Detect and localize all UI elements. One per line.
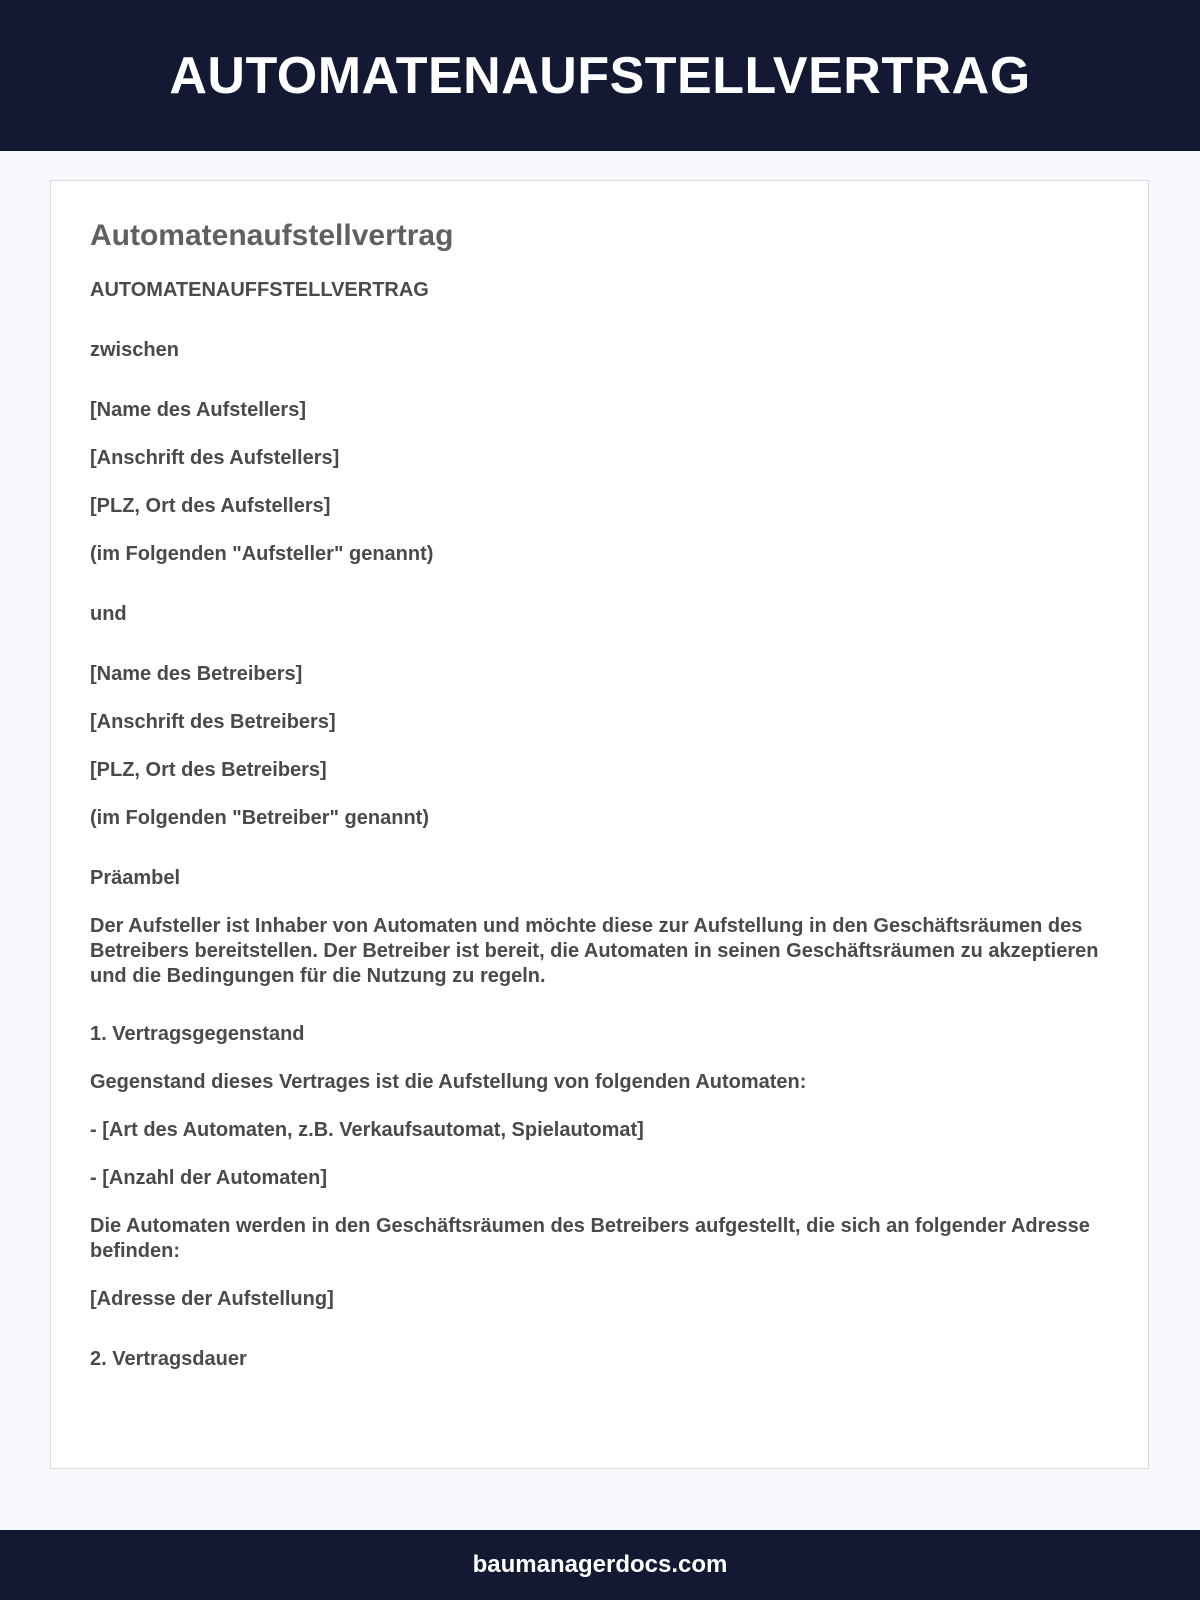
and-label: und — [90, 603, 127, 625]
page-footer — [0, 1530, 1200, 1600]
party1-name: [Name des Aufstellers] — [90, 399, 306, 421]
section2-heading: 2. Vertragsdauer — [90, 1348, 247, 1370]
document-title: Automatenaufstellvertrag — [90, 219, 454, 252]
section1-item-count: - [Anzahl der Automaten] — [90, 1167, 328, 1189]
section1-intro: Gegenstand dieses Vertrages ist die Aufstellung von folgenden Automaten: — [90, 1071, 807, 1093]
contract-heading: AUTOMATENAUFFSTELLVERTRAG — [90, 279, 429, 301]
section1-item-type: - [Art des Automaten, z.B. Verkaufsautomat, Spielautomat] — [90, 1119, 644, 1141]
party2-city: [PLZ, Ort des Betreibers] — [90, 759, 327, 781]
party2-designation: (im Folgenden "Betreiber" genannt) — [90, 807, 429, 829]
preamble-heading: Präambel — [90, 867, 181, 889]
preamble-text: Der Aufsteller ist Inhaber von Automaten und möchte diese zur Aufstellung in den Geschäftsräumen des Betreibers bereitstellen. Der Betreiber ist bereit, die Automaten in seinen Geschäftsräumen zu akzeptieren und die Bedingungen für die Nutzung zu regeln. — [90, 915, 1099, 987]
footer-site-link[interactable]: baumanagerdocs.com — [472, 1551, 728, 1578]
document-card — [50, 180, 1149, 1469]
between-label: zwischen — [90, 339, 179, 361]
party2-address: [Anschrift des Betreibers] — [90, 711, 336, 733]
party2-name: [Name des Betreibers] — [90, 663, 303, 685]
section1-location-text: Die Automaten werden in den Geschäftsräumen des Betreibers aufgestellt, die sich an folgender Adresse befinden: — [90, 1215, 1090, 1262]
section1-heading: 1. Vertragsgegenstand — [90, 1023, 305, 1045]
party1-city: [PLZ, Ort des Aufstellers] — [90, 495, 331, 517]
party1-designation: (im Folgenden "Aufsteller" genannt) — [90, 543, 434, 565]
party1-address: [Anschrift des Aufstellers] — [90, 447, 340, 469]
header-title: AUTOMATENAUFSTELLVERTRAG — [169, 46, 1031, 105]
section1-address: [Adresse der Aufstellung] — [90, 1288, 334, 1310]
page-header — [0, 0, 1200, 151]
